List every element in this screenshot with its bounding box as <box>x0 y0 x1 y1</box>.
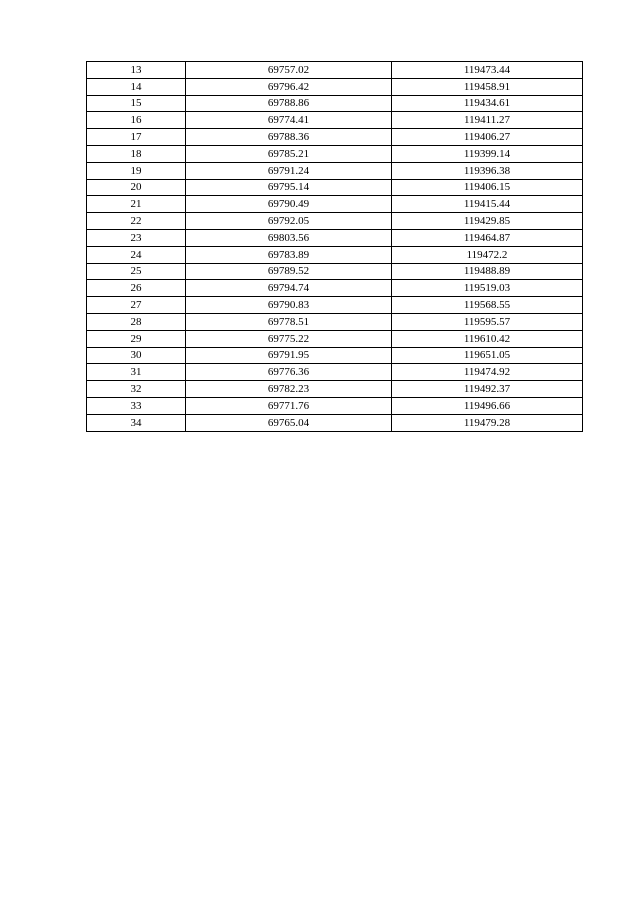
y-coordinate-cell: 119411.27 <box>392 112 583 129</box>
table-row <box>87 196 583 213</box>
x-coordinate-cell: 69788.86 <box>186 95 392 112</box>
table-row <box>87 162 583 179</box>
table-row <box>87 95 583 112</box>
x-coordinate-cell: 69803.56 <box>186 229 392 246</box>
y-coordinate-cell: 119396.38 <box>392 162 583 179</box>
point-number-cell: 21 <box>87 196 186 213</box>
y-coordinate-cell: 119473.44 <box>392 62 583 79</box>
y-coordinate-cell: 119568.55 <box>392 297 583 314</box>
y-coordinate-cell: 119651.05 <box>392 347 583 364</box>
table-row <box>87 381 583 398</box>
y-coordinate-cell: 119464.87 <box>392 229 583 246</box>
point-number-cell: 22 <box>87 213 186 230</box>
point-number-cell: 13 <box>87 62 186 79</box>
x-coordinate-cell: 69776.36 <box>186 364 392 381</box>
x-coordinate-cell: 69785.21 <box>186 145 392 162</box>
table-row <box>87 129 583 146</box>
table-row <box>87 364 583 381</box>
x-coordinate-cell: 69790.83 <box>186 297 392 314</box>
point-number-cell: 17 <box>87 129 186 146</box>
table-row <box>87 397 583 414</box>
table-row <box>87 280 583 297</box>
point-number-cell: 28 <box>87 313 186 330</box>
x-coordinate-cell: 69778.51 <box>186 313 392 330</box>
y-coordinate-cell: 119429.85 <box>392 213 583 230</box>
point-number-cell: 30 <box>87 347 186 364</box>
x-coordinate-cell: 69771.76 <box>186 397 392 414</box>
y-coordinate-cell: 119595.57 <box>392 313 583 330</box>
point-number-cell: 15 <box>87 95 186 112</box>
table-row <box>87 246 583 263</box>
x-coordinate-cell: 69788.36 <box>186 129 392 146</box>
point-number-cell: 31 <box>87 364 186 381</box>
x-coordinate-cell: 69792.05 <box>186 213 392 230</box>
table-row <box>87 414 583 431</box>
point-number-cell: 23 <box>87 229 186 246</box>
table-row <box>87 145 583 162</box>
y-coordinate-cell: 119610.42 <box>392 330 583 347</box>
point-number-cell: 27 <box>87 297 186 314</box>
x-coordinate-cell: 69782.23 <box>186 381 392 398</box>
y-coordinate-cell: 119496.66 <box>392 397 583 414</box>
point-number-cell: 20 <box>87 179 186 196</box>
table-row <box>87 179 583 196</box>
y-coordinate-cell: 119474.92 <box>392 364 583 381</box>
x-coordinate-cell: 69790.49 <box>186 196 392 213</box>
point-number-cell: 34 <box>87 414 186 431</box>
point-number-cell: 24 <box>87 246 186 263</box>
point-number-cell: 26 <box>87 280 186 297</box>
point-number-cell: 32 <box>87 381 186 398</box>
table-row <box>87 78 583 95</box>
x-coordinate-cell: 69794.74 <box>186 280 392 297</box>
y-coordinate-cell: 119492.37 <box>392 381 583 398</box>
y-coordinate-cell: 119399.14 <box>392 145 583 162</box>
y-coordinate-cell: 119415.44 <box>392 196 583 213</box>
table-row <box>87 330 583 347</box>
y-coordinate-cell: 119406.27 <box>392 129 583 146</box>
x-coordinate-cell: 69795.14 <box>186 179 392 196</box>
point-number-cell: 19 <box>87 162 186 179</box>
table-row <box>87 347 583 364</box>
y-coordinate-cell: 119458.91 <box>392 78 583 95</box>
x-coordinate-cell: 69796.42 <box>186 78 392 95</box>
point-number-cell: 25 <box>87 263 186 280</box>
point-number-cell: 14 <box>87 78 186 95</box>
y-coordinate-cell: 119479.28 <box>392 414 583 431</box>
x-coordinate-cell: 69774.41 <box>186 112 392 129</box>
table-row <box>87 313 583 330</box>
point-number-cell: 29 <box>87 330 186 347</box>
coordinate-table <box>86 61 583 432</box>
x-coordinate-cell: 69765.04 <box>186 414 392 431</box>
y-coordinate-cell: 119434.61 <box>392 95 583 112</box>
y-coordinate-cell: 119472.2 <box>392 246 583 263</box>
y-coordinate-cell: 119488.89 <box>392 263 583 280</box>
table-row <box>87 229 583 246</box>
point-number-cell: 16 <box>87 112 186 129</box>
table-row <box>87 297 583 314</box>
x-coordinate-cell: 69783.89 <box>186 246 392 263</box>
table-row <box>87 263 583 280</box>
table-row <box>87 62 583 79</box>
x-coordinate-cell: 69791.95 <box>186 347 392 364</box>
x-coordinate-cell: 69775.22 <box>186 330 392 347</box>
x-coordinate-cell: 69757.02 <box>186 62 392 79</box>
point-number-cell: 18 <box>87 145 186 162</box>
x-coordinate-cell: 69789.52 <box>186 263 392 280</box>
table-row <box>87 112 583 129</box>
x-coordinate-cell: 69791.24 <box>186 162 392 179</box>
table-body <box>87 62 583 432</box>
point-number-cell: 33 <box>87 397 186 414</box>
table-row <box>87 213 583 230</box>
y-coordinate-cell: 119519.03 <box>392 280 583 297</box>
y-coordinate-cell: 119406.15 <box>392 179 583 196</box>
